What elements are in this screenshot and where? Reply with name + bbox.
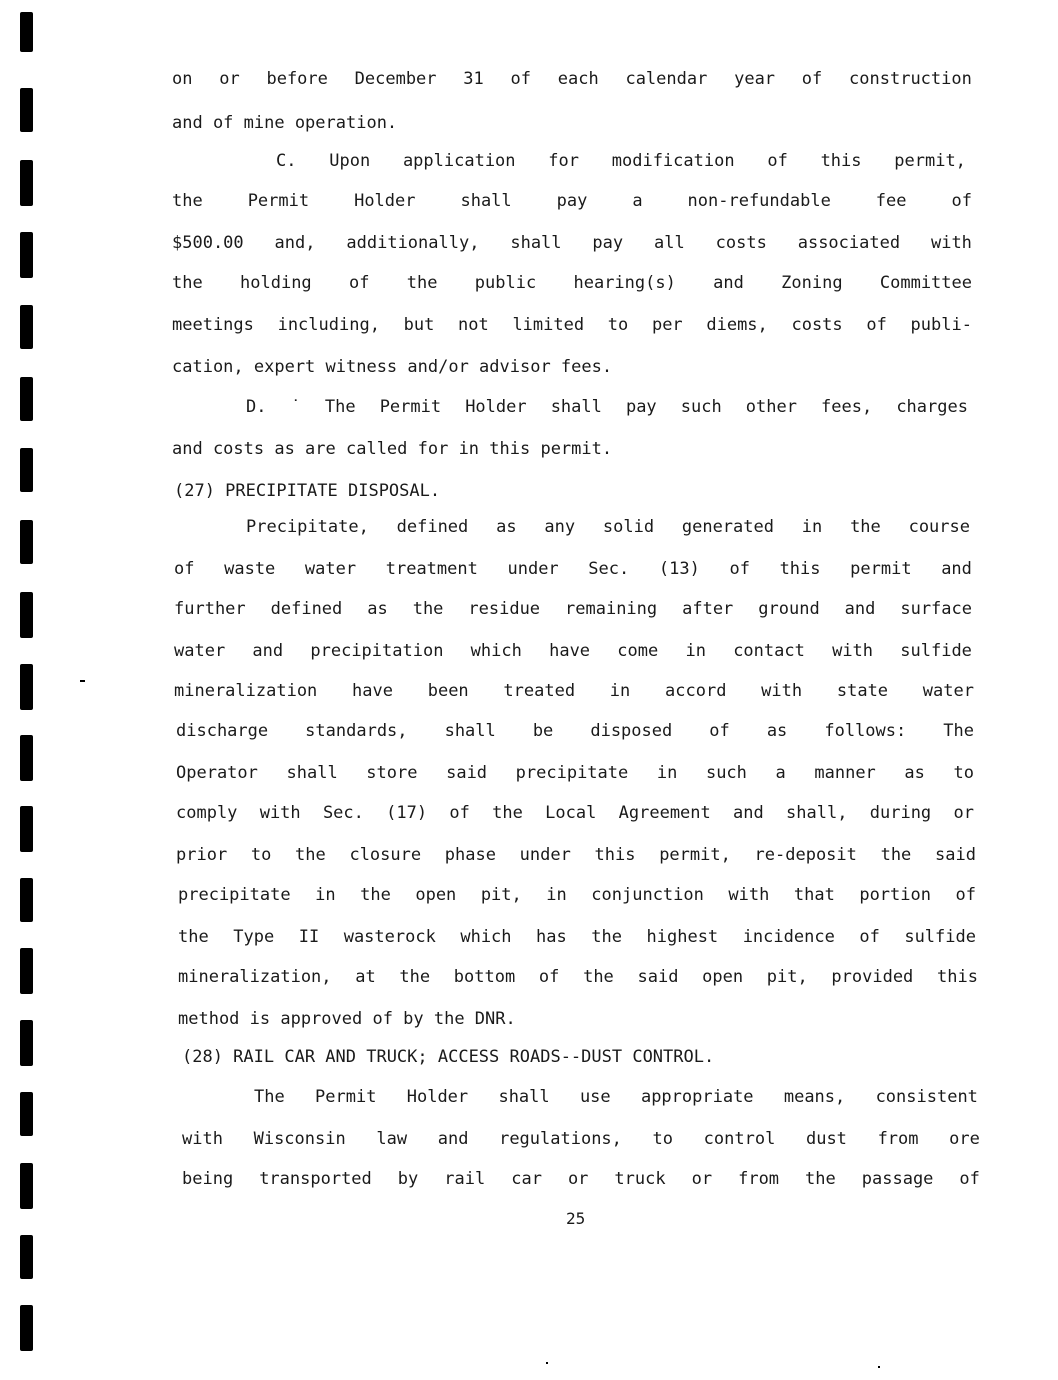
word: with [182,1129,223,1149]
word: being [182,1169,234,1189]
binding-mark [20,1235,33,1279]
word: to [607,315,629,335]
word: manner [814,763,876,783]
word: in [609,681,631,701]
word: per [651,315,683,335]
scan-speck [878,1366,880,1368]
binding-mark [20,232,33,278]
word: The [943,721,974,741]
word: Holder [465,397,527,417]
word: water [922,681,974,701]
word: for [548,151,579,171]
word: permit [850,559,912,579]
word: mineralization [174,681,318,701]
word: of [767,151,788,171]
word: fees, [821,397,873,417]
word: transported [259,1169,372,1189]
word: waste [224,559,276,579]
word: all [654,233,685,253]
binding-mark [20,160,33,206]
word: prior [176,845,228,865]
word: highest [646,927,719,947]
word: this [779,559,821,579]
word: associated [797,233,901,253]
word: precipitate [515,763,629,783]
binding-mark [20,1020,33,1066]
word: Holder [354,191,416,211]
word: accord [665,681,727,701]
word: (13) [658,559,700,579]
word: including, [277,315,380,335]
word: construction [849,69,972,89]
section-heading: (27) PRECIPITATE DISPOSAL. [174,481,441,501]
word: be [532,721,554,741]
word: hearing(s) [573,273,676,293]
word: non-refundable [687,191,831,211]
text-line [182,1168,980,1190]
text-line: method is approved of by the DNR. [178,1009,516,1029]
word: state [836,681,889,701]
word: the [172,191,203,211]
word: this [820,151,862,171]
word: water [174,641,226,661]
word: which [460,927,512,947]
word: consistent [875,1087,978,1107]
text-line [172,232,972,254]
binding-mark [20,948,33,994]
word: after [682,599,734,619]
word: mineralization, [178,967,332,987]
binding-mark [20,1092,33,1136]
word: the [406,273,438,293]
binding-mark [20,305,33,349]
word: bottom [453,967,516,987]
word: come [617,641,659,661]
binding-mark [20,1305,33,1351]
word: which [470,641,522,661]
word: of [709,721,730,741]
binding-mark [20,1163,33,1209]
word: Sec. [588,559,630,579]
word: been [427,681,469,701]
word: shall, [786,803,848,823]
word: contact [733,641,805,661]
binding-mark [20,88,33,132]
text-line [174,558,972,580]
word: the [412,599,444,619]
word: meetings [172,315,254,335]
word: of [729,559,750,579]
word: this [594,845,636,865]
word: on [172,69,193,89]
word: or [691,1169,713,1189]
word: Local [545,803,597,823]
word: additionally, [346,233,480,253]
word: passage [861,1169,934,1189]
word: as [367,599,388,619]
word: year [734,69,776,89]
binding-mark [20,878,33,922]
text-line [174,598,972,620]
word: costs [715,233,767,253]
word: of [348,273,370,293]
word: from [738,1169,780,1189]
page-number: 25 [566,1209,586,1228]
word: of [510,69,531,89]
word: of [538,967,560,987]
word: diems, [706,315,768,335]
word: disposed [590,721,673,741]
word: such [680,397,722,417]
word: Committee [879,273,972,293]
text-line: cation, expert witness and/or advisor fees. [172,357,613,377]
word: has [536,927,567,947]
text-line [246,396,968,418]
word: with [832,641,874,661]
word: 31 [463,69,484,89]
word: the [295,845,326,865]
word: with [930,233,972,253]
word: the [880,845,912,865]
binding-mark [20,12,33,52]
word: open [702,967,744,987]
word: ground [758,599,820,619]
word: the [805,1169,836,1189]
word: but [403,315,435,335]
word: closure [349,845,422,865]
word: have [549,641,591,661]
word: Permit [315,1087,377,1107]
word: provided [831,967,914,987]
binding-mark [20,592,33,638]
word: and [844,599,876,619]
text-line [176,762,974,784]
word: have [352,681,393,701]
word: The [324,397,356,417]
word: use [579,1087,611,1107]
word: Type [233,927,275,947]
word: a [632,191,643,211]
word: publi- [910,315,972,335]
word: a [775,763,786,783]
binding-mark [20,448,33,492]
word: car [511,1169,542,1189]
word: to [652,1129,674,1149]
word: fee [875,191,907,211]
word: remaining [565,599,658,619]
word: portion [859,885,931,905]
text-line [174,640,972,662]
word: Permit [247,191,310,211]
word: at [355,967,376,987]
word: the [850,517,881,537]
word: of [174,559,195,579]
word: The [254,1087,285,1107]
word: the [583,967,614,987]
word: residue [468,599,541,619]
word: that [793,885,835,905]
word: the [399,967,431,987]
word: said [446,763,488,783]
word: precipitation [310,641,444,661]
text-line [174,680,974,702]
word: public [474,273,537,293]
word: Operator [176,763,258,783]
word: by [397,1169,419,1189]
word: pit, [480,885,522,905]
word: law [376,1129,408,1149]
word: shall [510,233,562,253]
word: and [437,1129,469,1149]
word: or [953,803,974,823]
word: Sec. [322,803,364,823]
word: or [219,69,240,89]
text-line: and costs as are called for in this permit. [172,439,613,459]
scan-speck [80,680,85,682]
word: treatment [385,559,478,579]
word: said [637,967,679,987]
word: in [685,641,706,661]
word: other [745,397,797,417]
word: limited [512,315,585,335]
word: pay [592,233,624,253]
word: precipitate [178,885,291,905]
word: discharge [176,721,269,741]
word: pay [625,397,657,417]
word: as [496,517,517,537]
word: costs [791,315,843,335]
word: under [507,559,559,579]
word: to [953,763,974,783]
binding-mark [20,735,33,781]
text-line [176,844,976,866]
word: December [354,69,437,89]
word: of [866,315,887,335]
word: in [801,517,823,537]
word: treated [503,681,576,701]
word: dust [805,1129,847,1149]
word: before [266,69,328,89]
word: shall [498,1087,550,1107]
word: D. [246,397,267,417]
word: with [728,885,770,905]
word: the [172,273,203,293]
word: (17) [386,803,428,823]
word: water [304,559,357,579]
word: C. [276,151,297,171]
word: this [936,967,978,987]
word: said [934,845,976,865]
word: Precipitate, [246,517,369,537]
word: phase [444,845,496,865]
text-line [178,966,978,988]
word: wasterock [343,927,436,947]
text-line [176,802,974,824]
word: in [546,885,567,905]
word: with [761,681,803,701]
word: the [178,927,209,947]
word: regulations, [499,1129,622,1149]
text-line [182,1128,980,1150]
word: follows: [824,721,907,741]
word: of [449,803,470,823]
word: truck [614,1169,666,1189]
word: open [415,885,457,905]
word: charges [896,397,968,417]
word: incidence [742,927,835,947]
word: permit, [659,845,731,865]
text-line [172,190,972,212]
text-line [176,720,974,742]
word: rail [444,1169,486,1189]
word: re-deposit [754,845,857,865]
word: in [315,885,336,905]
word: with [259,803,301,823]
word: calendar [625,69,708,89]
text-line [172,272,972,294]
word: Holder [406,1087,469,1107]
word: defined [270,599,343,619]
word: of [955,885,976,905]
word: sulfide [904,927,976,947]
text-line [276,150,966,172]
word: $500.00 [172,233,244,253]
word: solid [602,517,655,537]
word: such [705,763,747,783]
word: comply [176,803,238,823]
word: store [366,763,418,783]
binding-mark [20,520,33,564]
word: shall [444,721,496,741]
word: as [766,721,788,741]
word: Agreement [618,803,711,823]
word: the [360,885,391,905]
word: during [869,803,932,823]
word: modification [611,151,735,171]
word: standards, [305,721,408,741]
word: of [859,927,880,947]
word: application [402,151,516,171]
word: pay [556,191,588,211]
word: and [252,641,284,661]
word: permit, [894,151,966,171]
text-line [246,516,970,538]
word: and [713,273,744,293]
word: Upon [329,151,371,171]
word: under [519,845,571,865]
word: control [703,1129,776,1149]
word: of [959,1169,980,1189]
word: and [733,803,764,823]
word: the [591,927,622,947]
word: and [941,559,972,579]
word: the [492,803,523,823]
word: each [557,69,599,89]
word: conjunction [591,885,704,905]
word: sulfide [900,641,972,661]
word: any [544,517,576,537]
word: Zoning [781,273,843,293]
word: appropriate [640,1087,754,1107]
word: surface [900,599,972,619]
word: shall [460,191,512,211]
text-line [178,926,976,948]
word: of [951,191,972,211]
word: in [656,763,678,783]
word: from [877,1129,919,1149]
word: II [298,927,320,947]
word: generated [681,517,774,537]
word: and, [274,233,316,253]
word: holding [240,273,312,293]
word: ore [949,1129,980,1149]
text-line [178,884,976,906]
word: shall [550,397,602,417]
word: pit, [766,967,808,987]
text-line [172,68,972,90]
binding-mark [20,377,33,421]
word: further [174,599,246,619]
word: as [904,763,925,783]
word: or [567,1169,589,1189]
binding-mark [20,664,33,710]
text-line: and of mine operation. [172,113,398,133]
text-line [172,314,972,336]
word: to [250,845,272,865]
word: defined [396,517,469,537]
section-heading: (28) RAIL CAR AND TRUCK; ACCESS ROADS--DUST CONTROL. [182,1047,715,1067]
word: means, [783,1087,846,1107]
word: shall [286,763,338,783]
word: of [801,69,823,89]
scan-speck [546,1362,548,1364]
binding-mark [20,806,33,852]
word: ˙ [290,397,301,417]
word: course [908,517,970,537]
word: Permit [379,397,442,417]
word: Wisconsin [253,1129,346,1149]
word: not [458,315,489,335]
text-line [254,1086,978,1108]
